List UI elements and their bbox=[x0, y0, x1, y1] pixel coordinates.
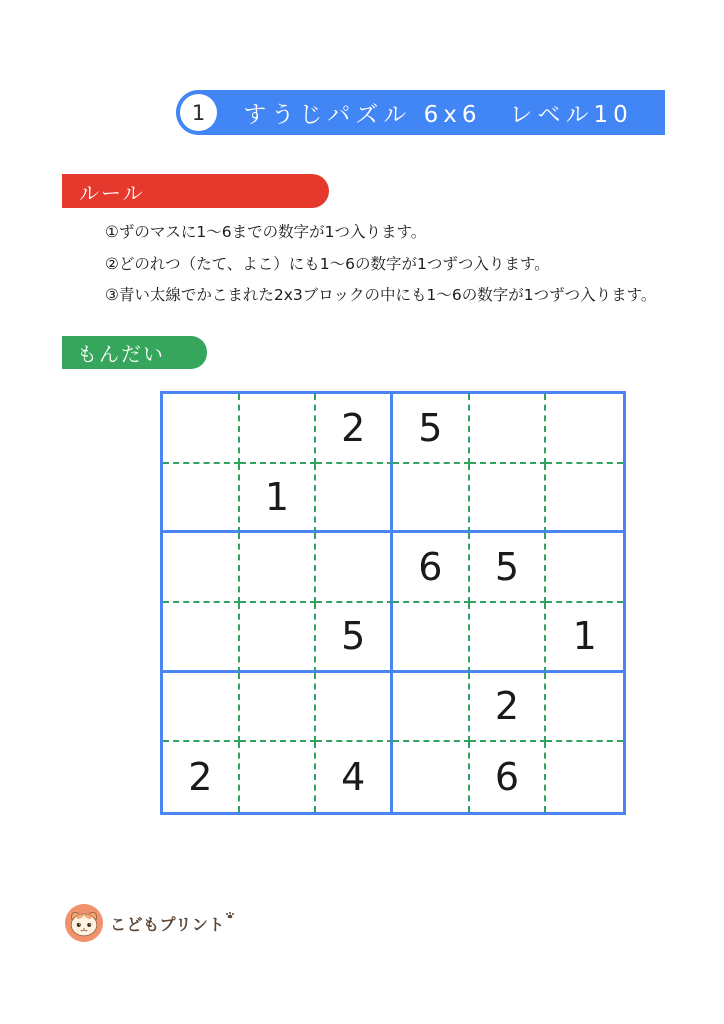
cell-r4c1 bbox=[163, 603, 240, 673]
cell-r6c1: 2 bbox=[163, 742, 240, 812]
cell-r2c1 bbox=[163, 464, 240, 534]
cell-r6c5: 6 bbox=[470, 742, 547, 812]
paw-icon bbox=[225, 910, 235, 920]
cell-r2c6 bbox=[546, 464, 623, 534]
sudoku-grid bbox=[160, 391, 626, 815]
problem-banner bbox=[62, 336, 207, 369]
cell-r3c2 bbox=[240, 533, 317, 603]
cell-r6c3: 4 bbox=[316, 742, 393, 812]
cell-r3c3 bbox=[316, 533, 393, 603]
rule-item-1: ①ずのマスに1〜6までの数字が1つ入ります。 bbox=[105, 223, 427, 241]
cell-r5c3 bbox=[316, 673, 393, 743]
cell-r2c4 bbox=[393, 464, 470, 534]
cell-r1c2 bbox=[240, 394, 317, 464]
cell-r5c2 bbox=[240, 673, 317, 743]
problem-banner-label: もんだい bbox=[77, 342, 165, 366]
cell-r6c2 bbox=[240, 742, 317, 812]
cell-r1c4: 5 bbox=[393, 394, 470, 464]
cell-r5c5: 2 bbox=[470, 673, 547, 743]
cell-r6c4 bbox=[393, 742, 470, 812]
cell-r6c6 bbox=[546, 742, 623, 812]
page-number: 1 bbox=[191, 100, 206, 125]
page-number-badge bbox=[180, 94, 217, 131]
cell-r3c1 bbox=[163, 533, 240, 603]
cell-r1c5 bbox=[470, 394, 547, 464]
rules-banner bbox=[62, 174, 329, 208]
logo-text-wrap bbox=[103, 912, 225, 935]
cell-r4c6: 1 bbox=[546, 603, 623, 673]
rules-list bbox=[105, 217, 656, 312]
header-bar bbox=[176, 90, 665, 135]
cell-r2c2: 1 bbox=[240, 464, 317, 534]
cell-r2c3 bbox=[316, 464, 393, 534]
cell-r5c1 bbox=[163, 673, 240, 743]
cell-r2c5 bbox=[470, 464, 547, 534]
rule-item-3: ③青い太線でかこまれた2x3ブロックの中にも1〜6の数字が1つずつ入ります。 bbox=[105, 286, 657, 304]
cell-r5c4 bbox=[393, 673, 470, 743]
rules-banner-label: ルール bbox=[79, 180, 145, 205]
rule-item-2: ②どのれつ（たて、よこ）にも1〜6の数字が1つずつ入ります。 bbox=[105, 254, 550, 273]
cell-r3c4: 6 bbox=[393, 533, 470, 603]
cell-r4c4 bbox=[393, 603, 470, 673]
cell-r1c3: 2 bbox=[316, 394, 393, 464]
site-logo bbox=[65, 904, 225, 942]
cell-r5c6 bbox=[546, 673, 623, 743]
cell-r3c6 bbox=[546, 533, 623, 603]
logo-text: こどもプリント bbox=[110, 914, 225, 934]
cell-r4c5 bbox=[470, 603, 547, 673]
cell-r3c5: 5 bbox=[470, 533, 547, 603]
cell-r4c3: 5 bbox=[316, 603, 393, 673]
cell-r4c2 bbox=[240, 603, 317, 673]
cell-r1c1 bbox=[163, 394, 240, 464]
cat-logo-icon bbox=[65, 904, 103, 942]
cell-r1c6 bbox=[546, 394, 623, 464]
worksheet-title: すうじパズル 6x6 レベル10 bbox=[243, 102, 633, 128]
